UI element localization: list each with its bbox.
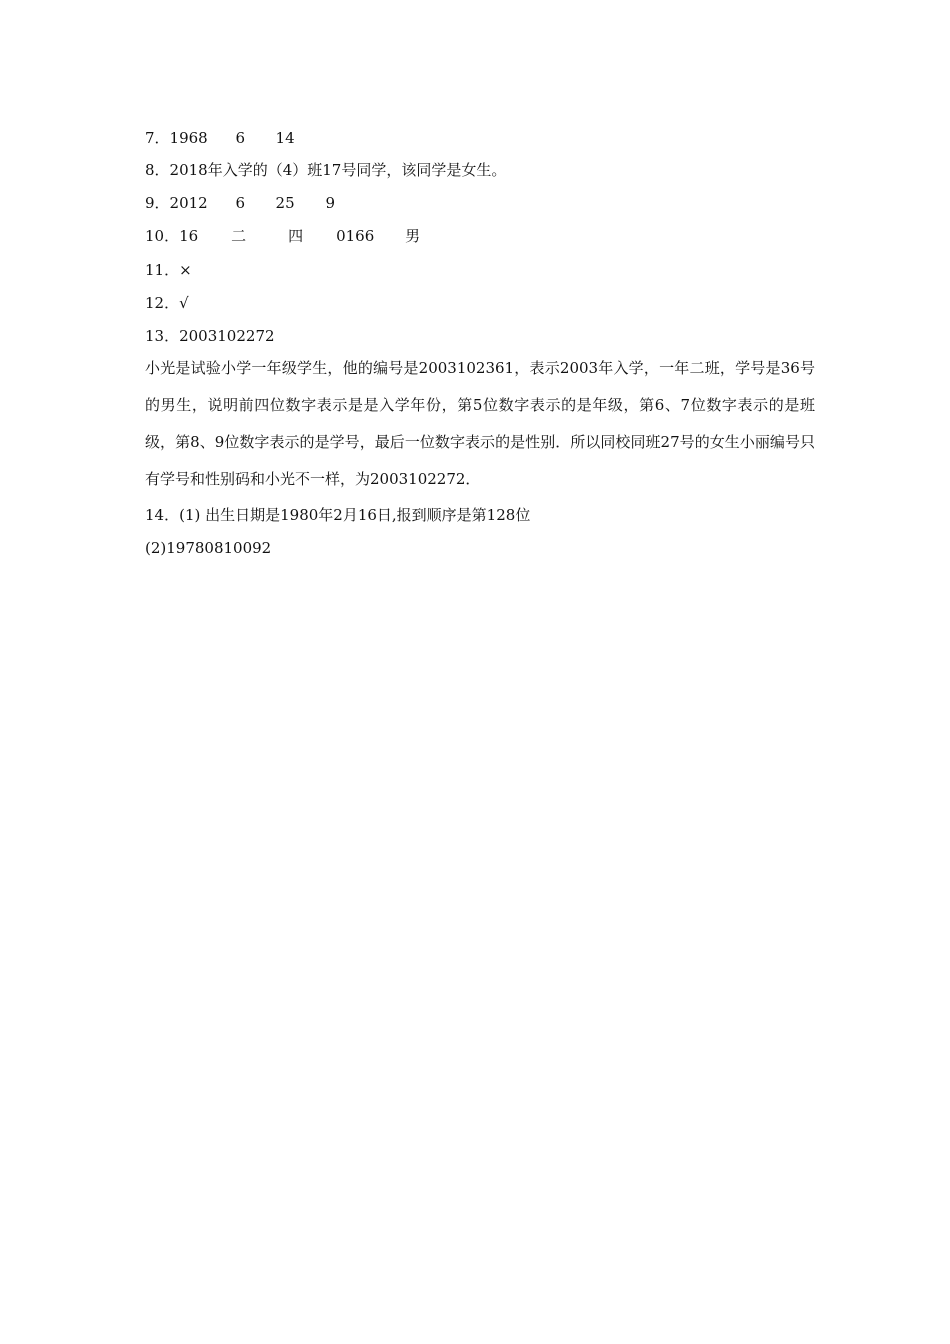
answer-10	[145, 226, 420, 246]
answer-13-number: 13．	[145, 327, 180, 345]
answer-7-year: 1968	[169, 129, 208, 147]
answer-9-value-3: 25	[275, 194, 295, 212]
cross-mark: ×	[179, 261, 192, 279]
answer-14-part-1: (1) 出生日期是1980年2月16日,报到顺序是第128位	[179, 506, 531, 524]
answer-13-text: 2003102272	[179, 327, 275, 345]
answer-12-number: 12．	[145, 294, 180, 312]
answer-9-value-2: 6	[235, 194, 246, 212]
answer-11-number: 11．	[145, 261, 180, 279]
answer-10-value-4: 0166	[336, 227, 375, 245]
check-mark: √	[179, 294, 189, 312]
answer-7	[145, 128, 295, 148]
answer-10-value-1: 16	[179, 227, 199, 245]
answer-9	[145, 193, 335, 213]
answer-10-number: 10．	[145, 227, 180, 245]
answer-8	[145, 160, 506, 180]
answer-9-value-1: 2012	[169, 194, 208, 212]
answer-14	[145, 505, 530, 525]
answer-10-value-5: 男	[405, 227, 421, 245]
answer-9-value-4: 9	[325, 194, 336, 212]
answer-8-number: 8．	[145, 161, 170, 179]
answer-13	[145, 326, 275, 346]
answer-11	[145, 260, 192, 280]
answer-8-text: 2018年入学的（4）班17号同学，该同学是女生。	[169, 161, 507, 179]
answer-9-number: 9．	[145, 194, 170, 212]
answer-14-number: 14．	[145, 506, 180, 524]
answer-10-value-2: 二	[231, 227, 247, 245]
answer-14-part-2: (2)19780810092	[145, 539, 272, 557]
answer-7-month: 6	[235, 129, 246, 147]
answer-7-day: 14	[275, 129, 295, 147]
answer-7-number: 7．	[145, 129, 170, 147]
answer-12	[145, 293, 189, 313]
answer-13-explanation: 小光是试验小学一年级学生，他的编号是2003102361，表示2003年入学，一年二班，学号是36号的男生，说明前四位数字表示是是入学年份，第5位数字表示的是年级，第6、7位数字表示的是班级，第8、9位数字表示的是学号，最后一位数字表示的是性别．所以同校同班27号的女生小丽编号只有学号和性别码和小光不一样，为2003102272．	[145, 359, 815, 488]
answer-10-value-3: 四	[288, 227, 304, 245]
